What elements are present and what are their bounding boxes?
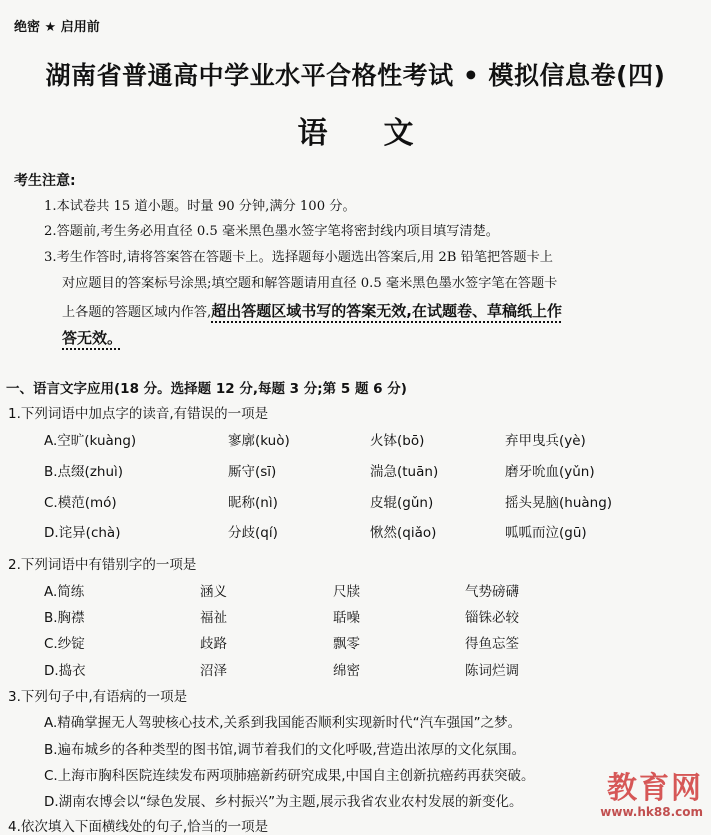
q1-c-1: C.模范(mó) [44, 495, 117, 511]
q2-d-1: D.捣衣 [44, 663, 86, 679]
q1-option-d [0, 521, 711, 545]
q2-d-2: 沼泽 [200, 663, 227, 679]
q1-b-4: 磨牙吮血(yǔn) [505, 464, 595, 480]
q2-b-1: B.胸襟 [44, 610, 85, 626]
question-2-stem: 2.下列词语中有错别字的一项是 [8, 557, 197, 573]
exam-title: 湖南省普通高中学业水平合格性考试 • 模拟信息卷(四) [45, 61, 666, 90]
question-1-stem: 1.下列词语中加点字的读音,有错误的一项是 [8, 406, 269, 422]
q1-d-2: 分歧(qí) [228, 525, 278, 541]
q2-d-3: 绵密 [333, 663, 360, 679]
confidential-mark: 绝密 ★ 启用前 [14, 20, 100, 35]
q2-c-2: 歧路 [200, 636, 227, 652]
q2-a-1: A.简练 [44, 584, 85, 600]
q1-a-1: A.空旷(kuàng) [44, 433, 137, 449]
q1-b-3: 湍急(tuān) [370, 464, 439, 480]
q3-option-c: C.上海市胸科医院连续发布两项肺癌新药研究成果,中国自主创新抗癌药再获突破。 [44, 768, 535, 784]
q2-option-b [0, 606, 711, 630]
q1-option-b [0, 460, 711, 484]
q3-option-b: B.遍布城乡的各种类型的图书馆,调节着我们的文化呼吸,营造出浓厚的文化氛围。 [44, 742, 526, 758]
q1-option-a [0, 429, 711, 453]
watermark-url: www.hk88.com [600, 805, 703, 819]
q1-b-2: 厮守(sī) [228, 464, 277, 480]
q1-d-1: D.诧异(chà) [44, 525, 121, 541]
notice-item-3-line-1: 3.考生作答时,请将答案答在答题卡上。选择题每小题选出答案后,用 2B 铅笔把答题卡上 [44, 250, 553, 265]
q2-b-2: 福祉 [200, 610, 227, 626]
q1-c-2: 昵称(nì) [228, 495, 278, 511]
notice-item-3-emphasis: 超出答题区域书写的答案无效,在试题卷、草稿纸上作 [211, 302, 562, 320]
notice-item-2: 2.答题前,考生务必用直径 0.5 毫米黑色墨水签字笔将密封线内项目填写清楚。 [44, 224, 499, 239]
q2-c-4: 得鱼忘筌 [465, 636, 519, 652]
notice-item-1: 1.本试卷共 15 道小题。时量 90 分钟,满分 100 分。 [44, 199, 356, 214]
q2-c-1: C.纱锭 [44, 636, 85, 652]
q1-c-4: 摇头晃脑(huàng) [505, 495, 613, 511]
q1-b-1: B.点缀(zhuì) [44, 464, 124, 480]
q1-a-4: 弃甲曳兵(yè) [505, 433, 586, 449]
q1-c-3: 皮辊(gǔn) [370, 495, 434, 511]
q1-option-c [0, 491, 711, 515]
question-4-stem: 4.依次填入下面横线处的句子,恰当的一项是 [8, 819, 269, 835]
q1-d-3: 愀然(qiǎo) [370, 525, 437, 541]
q2-a-2: 涵义 [200, 584, 227, 600]
q2-option-d [0, 659, 711, 683]
subject-title: 语文 [297, 116, 470, 151]
question-3-stem: 3.下列句子中,有语病的一项是 [8, 689, 188, 705]
q3-option-a: A.精确掌握无人驾驶核心技术,关系到我国能否顺利实现新时代“汽车强国”之梦。 [44, 715, 522, 731]
q2-option-a [0, 580, 711, 604]
notice-item-3-line-3 [62, 299, 562, 325]
q2-b-4: 锱铢必较 [465, 610, 519, 626]
notice-item-3-plain: 上各题的答题区域内作答, [62, 305, 212, 320]
q2-d-4: 陈词烂调 [465, 663, 519, 679]
q1-d-4: 呱呱而泣(gū) [505, 525, 587, 541]
notice-item-3-line-4 [62, 326, 122, 352]
q2-c-3: 飘零 [333, 636, 360, 652]
q3-option-d: D.湖南农博会以“绿色发展、乡村振兴”为主题,展示我省农业农村发展的新变化。 [44, 794, 523, 810]
section-heading: 一、语言文字应用(18 分。选择题 12 分,每题 3 分;第 5 题 6 分) [6, 381, 407, 397]
notice-item-3-line-2: 对应题目的答案标号涂黑;填空题和解答题请用直径 0.5 毫米黑色墨水签字笔在答题卡 [62, 276, 558, 291]
q1-a-3: 火钵(bō) [370, 433, 425, 449]
q2-a-3: 尺牍 [333, 584, 360, 600]
watermark [600, 773, 703, 819]
q2-b-3: 聒噪 [333, 610, 360, 626]
notice-item-3-emphasis-end: 答无效。 [62, 329, 123, 347]
q2-a-4: 气势磅礴 [465, 584, 519, 600]
watermark-brand: 教育网 [607, 771, 703, 806]
q1-a-2: 寥廓(kuò) [228, 433, 290, 449]
q2-option-c [0, 632, 711, 656]
notice-heading: 考生注意: [14, 173, 76, 189]
